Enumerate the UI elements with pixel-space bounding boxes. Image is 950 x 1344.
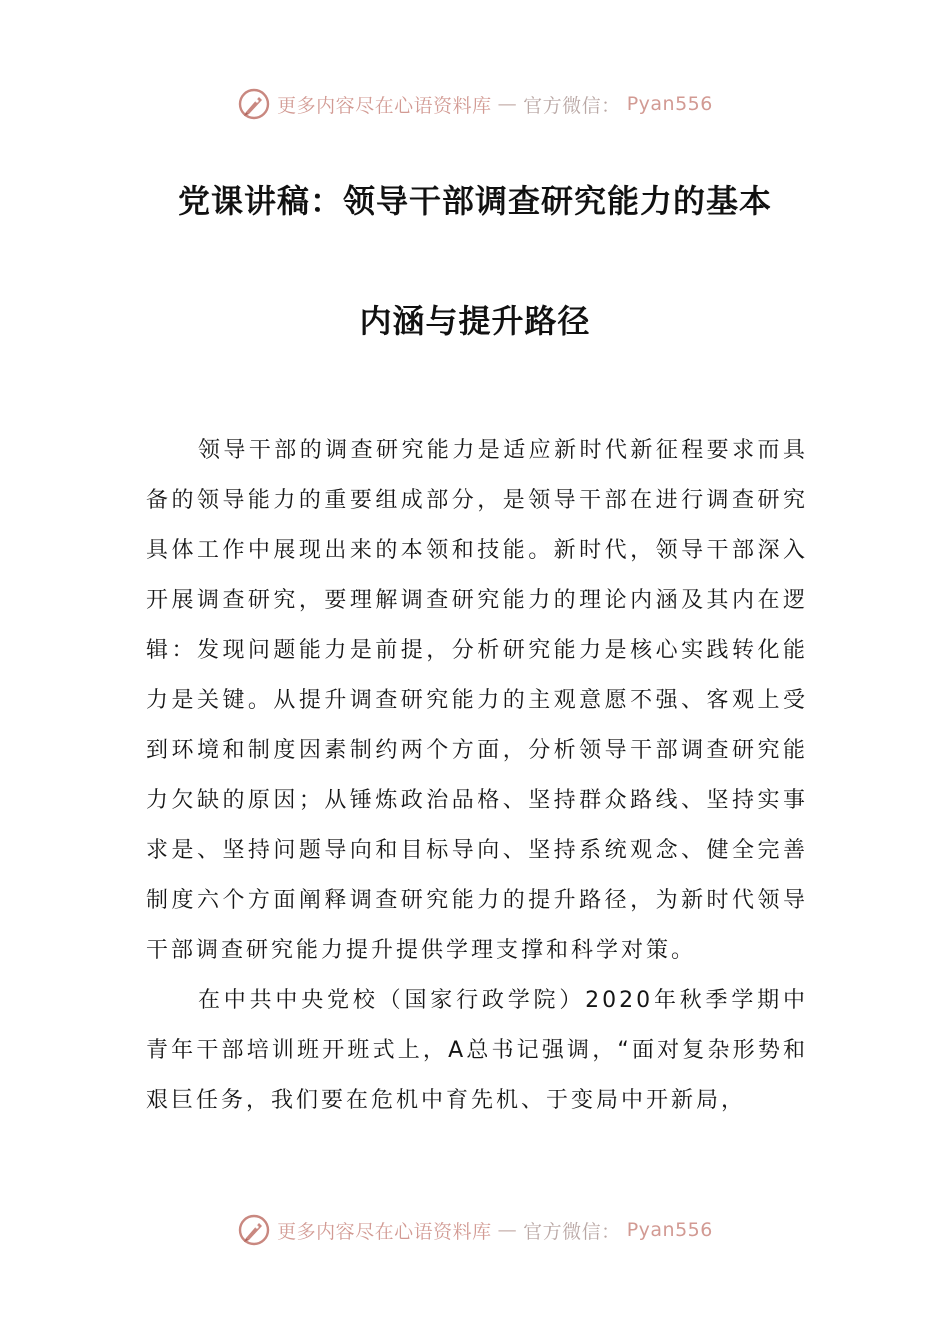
watermark-wechat-label: 官方微信： <box>523 1220 621 1243</box>
watermark-account: Pyan556 <box>626 93 713 115</box>
watermark-header <box>0 84 950 124</box>
document-body <box>146 426 808 1126</box>
document-title-line-1: 党课讲稿：领导干部调查研究能力的基本 <box>177 182 772 220</box>
watermark-site-text: 更多内容尽在心语资料库 <box>277 94 492 117</box>
watermark-wechat-label: 官方微信： <box>523 94 621 117</box>
pen-nib-logo-icon <box>237 1213 271 1247</box>
document-title-line-2: 内涵与提升路径 <box>359 302 591 340</box>
paragraph-1: 领导干部的调查研究能力是适应新时代新征程要求而具备的领导能力的重要组成部分，是领导干部在进行调查研究具体工作中展现出来的本领和技能。新时代，领导干部深入开展调查研究，要理解调查研究能力的理论内涵及其内在逻辑：发现问题能力是前提，分析研究能力是核心实践转化能力是关键。从提升调查研究能力的主观意愿不强、客观上受到环境和制度因素制约两个方面，分析领导干部调查研究能力欠缺的原因；从锤炼政治品格、坚持群众路线、坚持实事求是、坚持问题导向和目标导向、坚持系统观念、健全完善制度六个方面阐释调查研究能力的提升路径，为新时代领导干部调查研究能力提升提供学理支撑和科学对策。 <box>146 438 808 963</box>
watermark-footer <box>0 1210 950 1250</box>
watermark-dash: — <box>497 93 518 115</box>
paragraph-2: 在中共中央党校（国家行政学院）2020年秋季学期中青年干部培训班开班式上，A总书记强调，“面对复杂形势和艰巨任务，我们要在危机中育先机、于变局中开新局， <box>146 988 808 1113</box>
watermark-dash: — <box>497 1219 518 1241</box>
watermark-account: Pyan556 <box>626 1219 713 1241</box>
watermark-site-text: 更多内容尽在心语资料库 <box>277 1220 492 1243</box>
pen-nib-logo-icon <box>237 87 271 121</box>
